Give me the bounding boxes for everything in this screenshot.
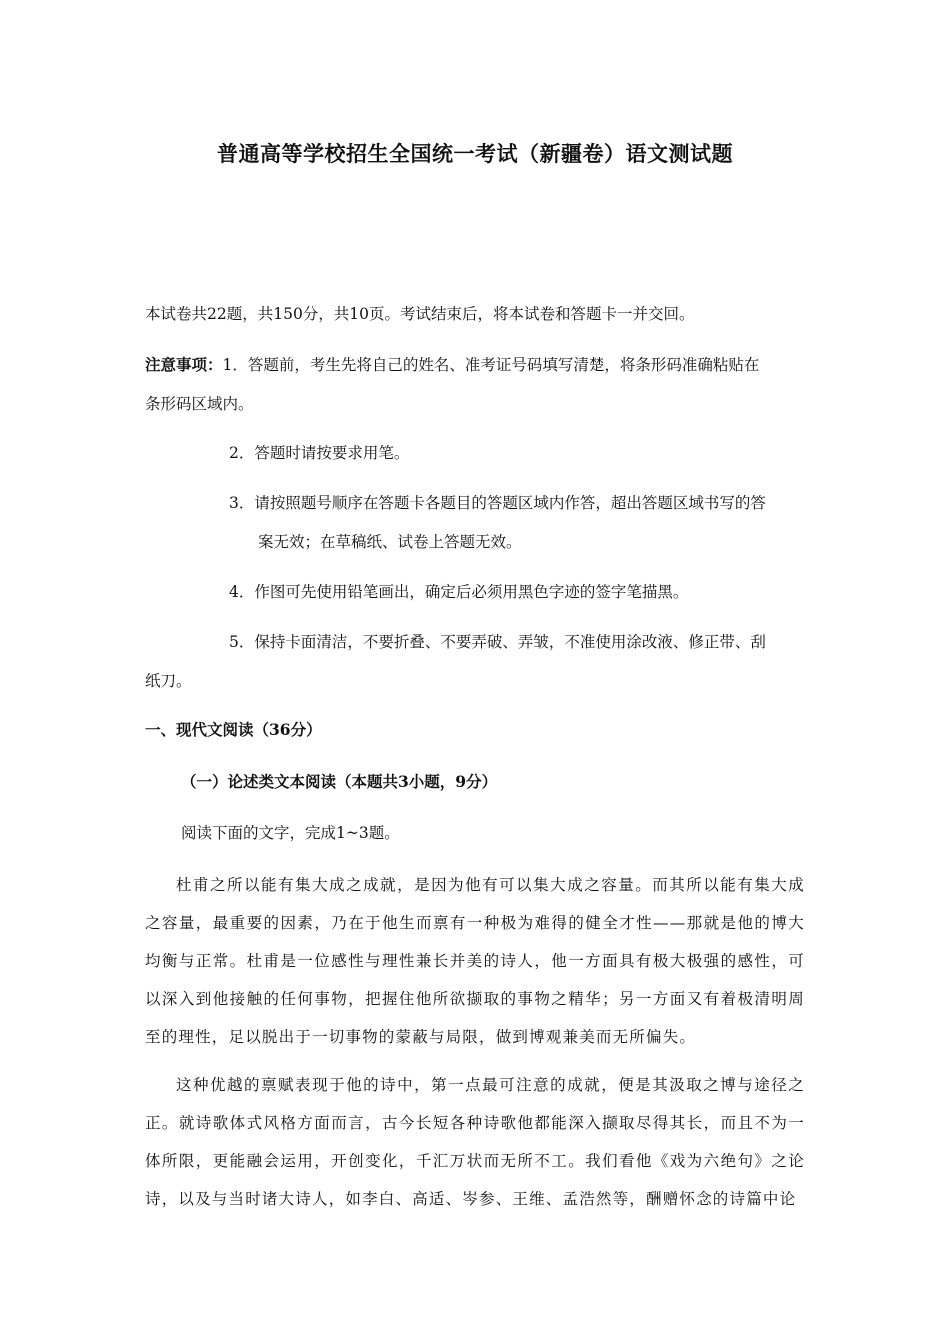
section-heading: 一、现代文阅读（36分） — [145, 720, 322, 739]
passage-paragraph-1: 杜甫之所以能有集大成之成就，是因为他有可以集大成之容量。而其所以能有集大成之容量，最重要的因素，乃在于他生而禀有一种极为难得的健全才性——那就是他的博大均衡与正常。杜甫是一位感性与理性兼长并美的诗人，他一方面具有极大极强的感性，可以深入到他接触的任何事物，把握住他所欲撷取的事物之精华；另一方面又有着极清明周至的理性，足以脱出于一切事物的蒙蔽与局限，做到博观兼美而无所偏失。 — [145, 876, 805, 1046]
notice-label: 注意事项： — [145, 355, 223, 374]
subsection-heading: （一）论述类文本阅读（本题共3小题，9分） — [181, 772, 498, 791]
notice-item-3: 3．请按照题号顺序在答题卡各题目的答题区域内作答，超出答题区域书写的答 — [229, 494, 766, 512]
reading-instruction: 阅读下面的文字，完成1~3题。 — [181, 824, 400, 842]
exam-intro: 本试卷共22题，共150分，共10页。考试结束后，将本试卷和答题卡一并交回。 — [145, 305, 695, 323]
notice-item-5: 5．保持卡面清洁，不要折叠、不要弄破、弄皱，不准使用涂改液、修正带、刮 — [229, 633, 766, 651]
notice-item-3-continued: 案无效；在草稿纸、试卷上答题无效。 — [258, 533, 522, 551]
notice-item-1-continued: 条形码区域内。 — [145, 395, 254, 413]
notice-item-5-continued: 纸刀。 — [145, 672, 192, 690]
notice-item-2: 2．答题时请按要求用笔。 — [229, 444, 410, 462]
notice-item-1 — [145, 355, 759, 375]
passage-paragraph-2: 这种优越的禀赋表现于他的诗中，第一点最可注意的成就，便是其汲取之博与途径之正。就诗歌体式风格方面而言，古今长短各种诗歌他都能深入撷取尽得其长，而且不为一体所限，更能融会运用，开创变化，千汇万状而无所不工。我们看他《戏为六绝句》之论诗，以及与当时诸大诗人，如李白、高适、岑参、王维、孟浩然等，酬赠怀念的诗篇中论 — [145, 1076, 805, 1208]
notice-item-1-text: 1．答题前，考生先将自己的姓名、准考证号码填写清楚，将条形码准确粘贴在 — [222, 356, 760, 374]
page-title: 普通高等学校招生全国统一考试（新疆卷）语文测试题 — [217, 141, 733, 166]
notice-item-4: 4．作图可先使用铅笔画出，确定后必须用黑色字迹的签字笔描黑。 — [229, 583, 689, 601]
